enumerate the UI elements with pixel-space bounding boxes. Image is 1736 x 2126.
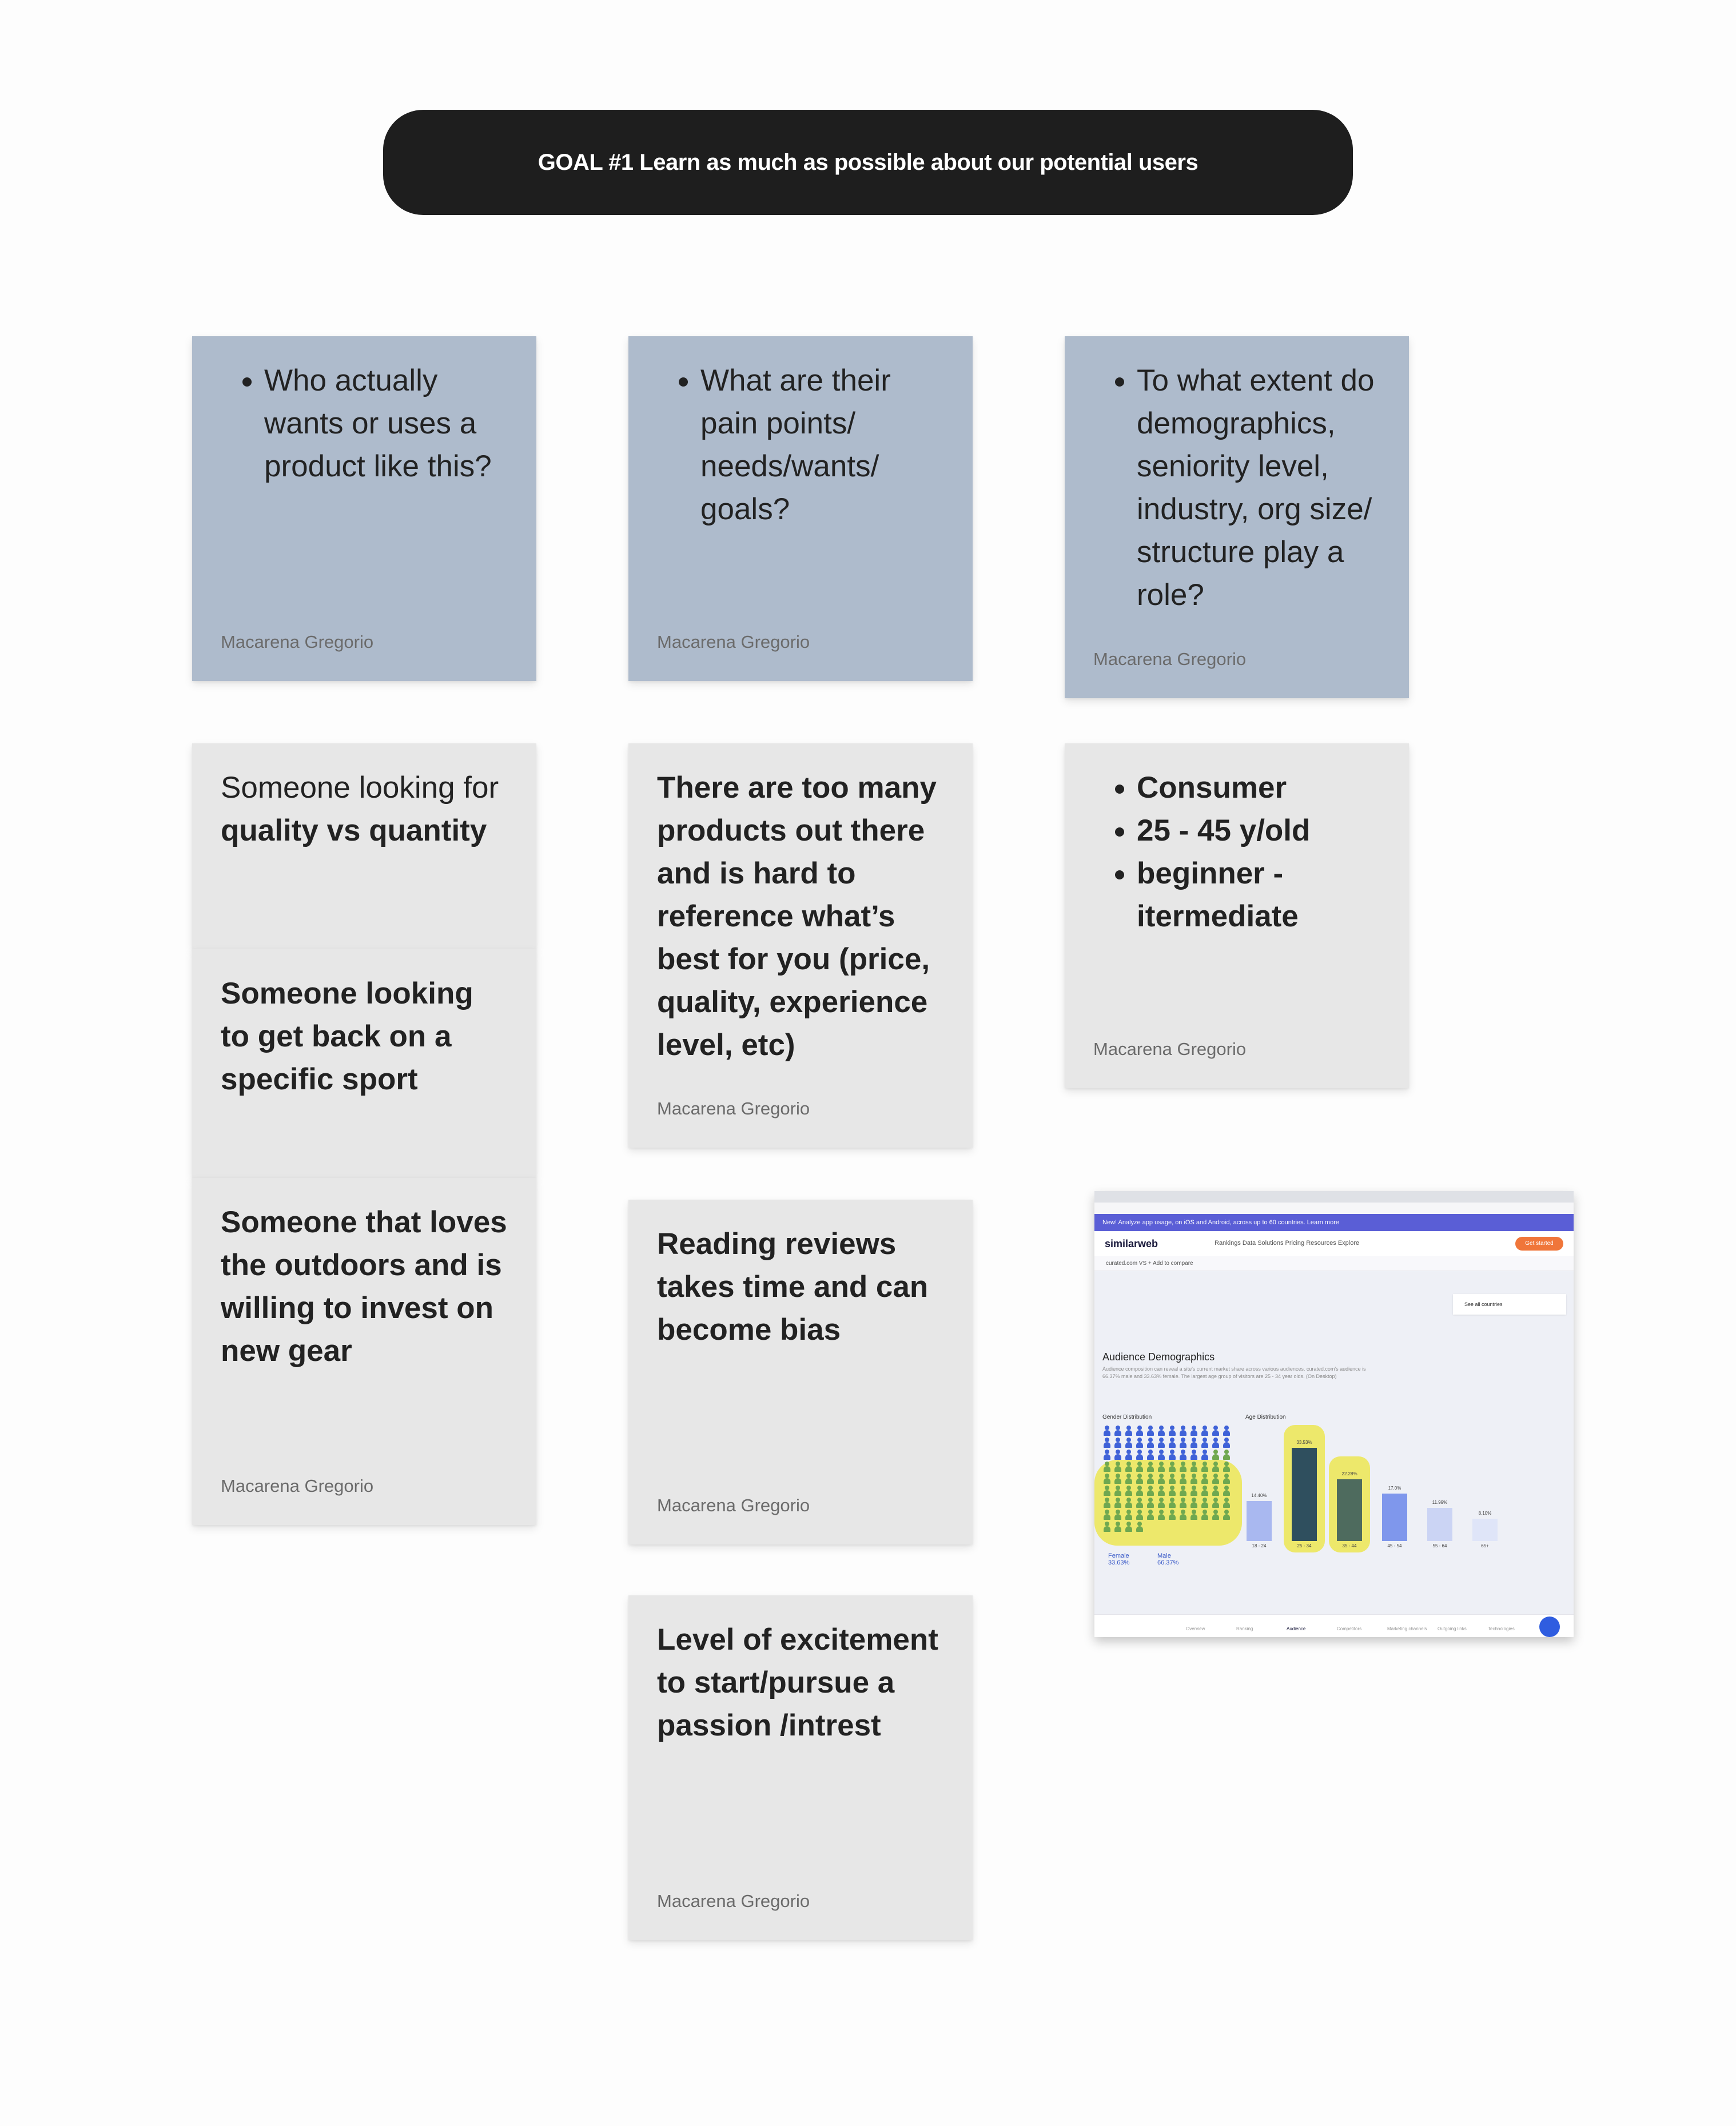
get-started-button: Get started [1515, 1237, 1563, 1251]
person-icon [1189, 1498, 1199, 1508]
age-label: Age Distribution [1245, 1414, 1286, 1420]
person-icon [1178, 1450, 1188, 1460]
bullet-list [657, 359, 944, 531]
person-icon [1113, 1426, 1122, 1436]
person-icon [1135, 1486, 1144, 1496]
person-icon [1124, 1498, 1133, 1508]
person-icon [1124, 1462, 1133, 1472]
age-bar [1292, 1448, 1317, 1541]
person-icon [1157, 1426, 1166, 1436]
person-icon [1135, 1522, 1144, 1532]
person-icon [1178, 1474, 1188, 1484]
person-icon [1102, 1450, 1112, 1460]
person-icon [1113, 1450, 1122, 1460]
person-icon [1124, 1510, 1133, 1520]
person-icon [1189, 1510, 1199, 1520]
age-bar-range-label: 45 - 54 [1387, 1543, 1402, 1548]
person-icon [1178, 1462, 1188, 1472]
nav-links: Rankings Data Solutions Pricing Resources Explore [1215, 1240, 1360, 1247]
bottom-tab: Outgoing links [1438, 1626, 1467, 1631]
bullet-item: • Consumer [1137, 766, 1380, 809]
person-icon [1124, 1450, 1133, 1460]
age-bar [1427, 1508, 1452, 1541]
person-icon [1222, 1474, 1231, 1484]
person-icon [1135, 1498, 1144, 1508]
person-icon [1211, 1474, 1220, 1484]
person-icon [1222, 1450, 1231, 1460]
gender-icon-grid [1102, 1426, 1234, 1534]
browser-tab-bar [1094, 1191, 1574, 1203]
person-icon [1124, 1426, 1133, 1436]
note-author: Macarena Gregorio [221, 632, 374, 652]
sticky-note-who-wants[interactable] [192, 336, 536, 681]
person-icon [1157, 1474, 1166, 1484]
age-bar-range-label: 55 - 64 [1432, 1543, 1447, 1548]
person-icon [1102, 1474, 1112, 1484]
person-icon [1211, 1498, 1220, 1508]
person-icon [1200, 1498, 1209, 1508]
age-bar-value-label: 33.53% [1296, 1440, 1312, 1445]
person-icon [1124, 1486, 1133, 1496]
person-icon [1124, 1438, 1133, 1448]
person-icon [1113, 1438, 1122, 1448]
goal-banner [383, 110, 1353, 215]
person-icon [1102, 1426, 1112, 1436]
person-icon [1222, 1498, 1231, 1508]
note-text: Reading reviews takes time and can become bias [657, 1227, 929, 1347]
similarweb-logo: similarweb [1105, 1238, 1158, 1249]
sticky-note-outdoors[interactable] [192, 1178, 536, 1525]
person-icon [1157, 1510, 1166, 1520]
person-icon [1189, 1450, 1199, 1460]
person-icon [1178, 1438, 1188, 1448]
bullet-item: • Who actually wants or uses a product like this? [264, 359, 508, 488]
person-icon [1200, 1438, 1209, 1448]
person-icon [1168, 1510, 1177, 1520]
person-icon [1178, 1510, 1188, 1520]
bottom-tab: Ranking [1236, 1626, 1253, 1631]
person-icon [1178, 1426, 1188, 1436]
bottom-tab: Marketing channels [1387, 1626, 1427, 1631]
person-icon [1102, 1510, 1112, 1520]
person-icon [1222, 1510, 1231, 1520]
person-icon [1189, 1462, 1199, 1472]
person-icon [1157, 1450, 1166, 1460]
person-icon [1168, 1450, 1177, 1460]
note-text: There are too many products out there and is hard to reference what’s best for you (price, quality, experience level, etc) [657, 771, 937, 1062]
female-legend: Female 33.63% [1108, 1552, 1130, 1566]
see-all-countries: See all countries [1453, 1294, 1566, 1315]
person-icon [1157, 1438, 1166, 1448]
age-bar-range-label: 18 - 24 [1252, 1543, 1267, 1548]
age-bar-value-label: 22.28% [1341, 1471, 1357, 1476]
note-author: Macarena Gregorio [657, 1891, 810, 1911]
sticky-note-quality[interactable] [192, 743, 536, 949]
person-icon [1146, 1426, 1155, 1436]
bullet-list [1093, 359, 1380, 616]
person-icon [1168, 1474, 1177, 1484]
person-icon [1211, 1510, 1220, 1520]
bottom-tab: Overview [1186, 1626, 1205, 1631]
age-bar-value-label: 17.0% [1388, 1486, 1401, 1491]
person-icon [1168, 1486, 1177, 1496]
person-icon [1168, 1426, 1177, 1436]
person-icon [1146, 1462, 1155, 1472]
person-icon [1102, 1462, 1112, 1472]
person-icon [1146, 1474, 1155, 1484]
bottom-tab: Technologies [1488, 1626, 1515, 1631]
person-icon [1200, 1426, 1209, 1436]
section-description: Audience composition can reveal a site's current market share across various audiences. curated.com's audience is 66.37% male and 33.63% female. The largest age group of visitors are 25 - 34 year olds. (On Desktop) [1102, 1366, 1366, 1379]
person-icon [1113, 1510, 1122, 1520]
person-icon [1124, 1474, 1133, 1484]
browser-address-bar [1094, 1203, 1574, 1215]
sticky-note-consumer[interactable] [1065, 743, 1409, 1088]
person-icon [1189, 1426, 1199, 1436]
person-icon [1178, 1498, 1188, 1508]
note-author: Macarena Gregorio [657, 632, 810, 652]
site-nav [1094, 1231, 1574, 1257]
age-bar-value-label: 11.99% [1432, 1500, 1448, 1505]
age-bar [1247, 1501, 1272, 1541]
age-bar-range-label: 65+ [1481, 1543, 1489, 1548]
person-icon [1168, 1438, 1177, 1448]
note-text: Someone looking for quality vs quantity [221, 771, 499, 847]
bullet-list [221, 359, 508, 488]
note-text: Level of excitement to start/pursue a passion /intrest [657, 1623, 938, 1742]
person-icon [1189, 1486, 1199, 1496]
note-author: Macarena Gregorio [221, 1476, 374, 1496]
sticky-note-too-many-products[interactable] [628, 743, 973, 1148]
bullet-item: • To what extent do demographics, seniority level, industry, org size/ structure play a role? [1137, 359, 1380, 616]
note-author: Macarena Gregorio [1093, 649, 1247, 669]
person-icon [1200, 1510, 1209, 1520]
age-bar-value-label: 14.40% [1251, 1493, 1267, 1498]
person-icon [1200, 1450, 1209, 1460]
bottom-tab: Competitors [1337, 1626, 1362, 1631]
person-icon [1146, 1450, 1155, 1460]
bottom-tab: Audience [1287, 1626, 1306, 1631]
note-author: Macarena Gregorio [657, 1495, 810, 1515]
compare-bar: curated.com VS + Add to compare [1094, 1256, 1574, 1271]
person-icon [1113, 1474, 1122, 1484]
person-icon [1211, 1450, 1220, 1460]
person-icon [1211, 1486, 1220, 1496]
age-bar-range-label: 25 - 34 [1297, 1543, 1312, 1548]
bottom-tab-bar [1094, 1614, 1574, 1637]
person-icon [1211, 1426, 1220, 1436]
note-author: Macarena Gregorio [1093, 1039, 1247, 1059]
sticky-note-demographics[interactable] [1065, 336, 1409, 698]
person-icon [1211, 1462, 1220, 1472]
person-icon [1146, 1486, 1155, 1496]
person-icon [1102, 1438, 1112, 1448]
bullet-item: • beginner - itermediate [1137, 852, 1380, 938]
goal-text: GOAL #1 Learn as much as possible about our potential users [537, 149, 1199, 175]
person-icon [1113, 1462, 1122, 1472]
note-author: Macarena Gregorio [657, 1098, 810, 1118]
person-icon [1189, 1438, 1199, 1448]
person-icon [1157, 1498, 1166, 1508]
note-text-bold: quality vs quantity [221, 814, 487, 847]
age-bar [1382, 1494, 1407, 1541]
person-icon [1200, 1486, 1209, 1496]
person-icon [1222, 1462, 1231, 1472]
person-icon [1178, 1486, 1188, 1496]
sticky-note-excitement[interactable] [628, 1595, 973, 1940]
person-icon [1102, 1522, 1112, 1532]
person-icon [1113, 1486, 1122, 1496]
bullet-item: • 25 - 45 y/old [1137, 809, 1380, 852]
person-icon [1222, 1426, 1231, 1436]
person-icon [1102, 1486, 1112, 1496]
promo-banner: New! Analyze app usage, on iOS and Android, across up to 60 countries. Learn more [1094, 1214, 1574, 1231]
person-icon [1222, 1486, 1231, 1496]
person-icon [1135, 1462, 1144, 1472]
person-icon [1102, 1498, 1112, 1508]
person-icon [1113, 1498, 1122, 1508]
person-icon [1168, 1498, 1177, 1508]
person-icon [1200, 1474, 1209, 1484]
sticky-note-pain-points[interactable] [628, 336, 973, 681]
person-icon [1135, 1426, 1144, 1436]
male-legend: Male 66.37% [1157, 1552, 1179, 1566]
note-text: Someone that loves the outdoors and is willing to invest on new gear [221, 1205, 507, 1368]
bullet-list [1093, 766, 1380, 938]
age-bar-value-label: 8.10% [1478, 1511, 1492, 1516]
person-icon [1135, 1510, 1144, 1520]
section-title: Audience Demographics [1102, 1351, 1215, 1363]
person-icon [1124, 1522, 1133, 1532]
sticky-note-sport[interactable] [192, 949, 536, 1178]
bullet-item: • What are their pain points/ needs/wants/ goals? [700, 359, 944, 531]
note-text: Someone looking to get back on a specific sport [221, 977, 473, 1096]
sticky-note-reviews[interactable] [628, 1200, 973, 1544]
person-icon [1135, 1438, 1144, 1448]
person-icon [1168, 1462, 1177, 1472]
person-icon [1189, 1474, 1199, 1484]
person-icon [1146, 1438, 1155, 1448]
age-bar [1337, 1479, 1362, 1541]
age-bar [1472, 1519, 1498, 1541]
person-icon [1146, 1510, 1155, 1520]
person-icon [1211, 1438, 1220, 1448]
chat-icon [1539, 1617, 1560, 1637]
similarweb-screenshot[interactable] [1094, 1191, 1574, 1637]
person-icon [1200, 1462, 1209, 1472]
person-icon [1222, 1438, 1231, 1448]
person-icon [1135, 1450, 1144, 1460]
person-icon [1157, 1462, 1166, 1472]
person-icon [1157, 1486, 1166, 1496]
age-bar-range-label: 35 - 44 [1342, 1543, 1357, 1548]
person-icon [1113, 1522, 1122, 1532]
person-icon [1135, 1474, 1144, 1484]
gender-label: Gender Distribution [1102, 1414, 1152, 1420]
person-icon [1146, 1498, 1155, 1508]
